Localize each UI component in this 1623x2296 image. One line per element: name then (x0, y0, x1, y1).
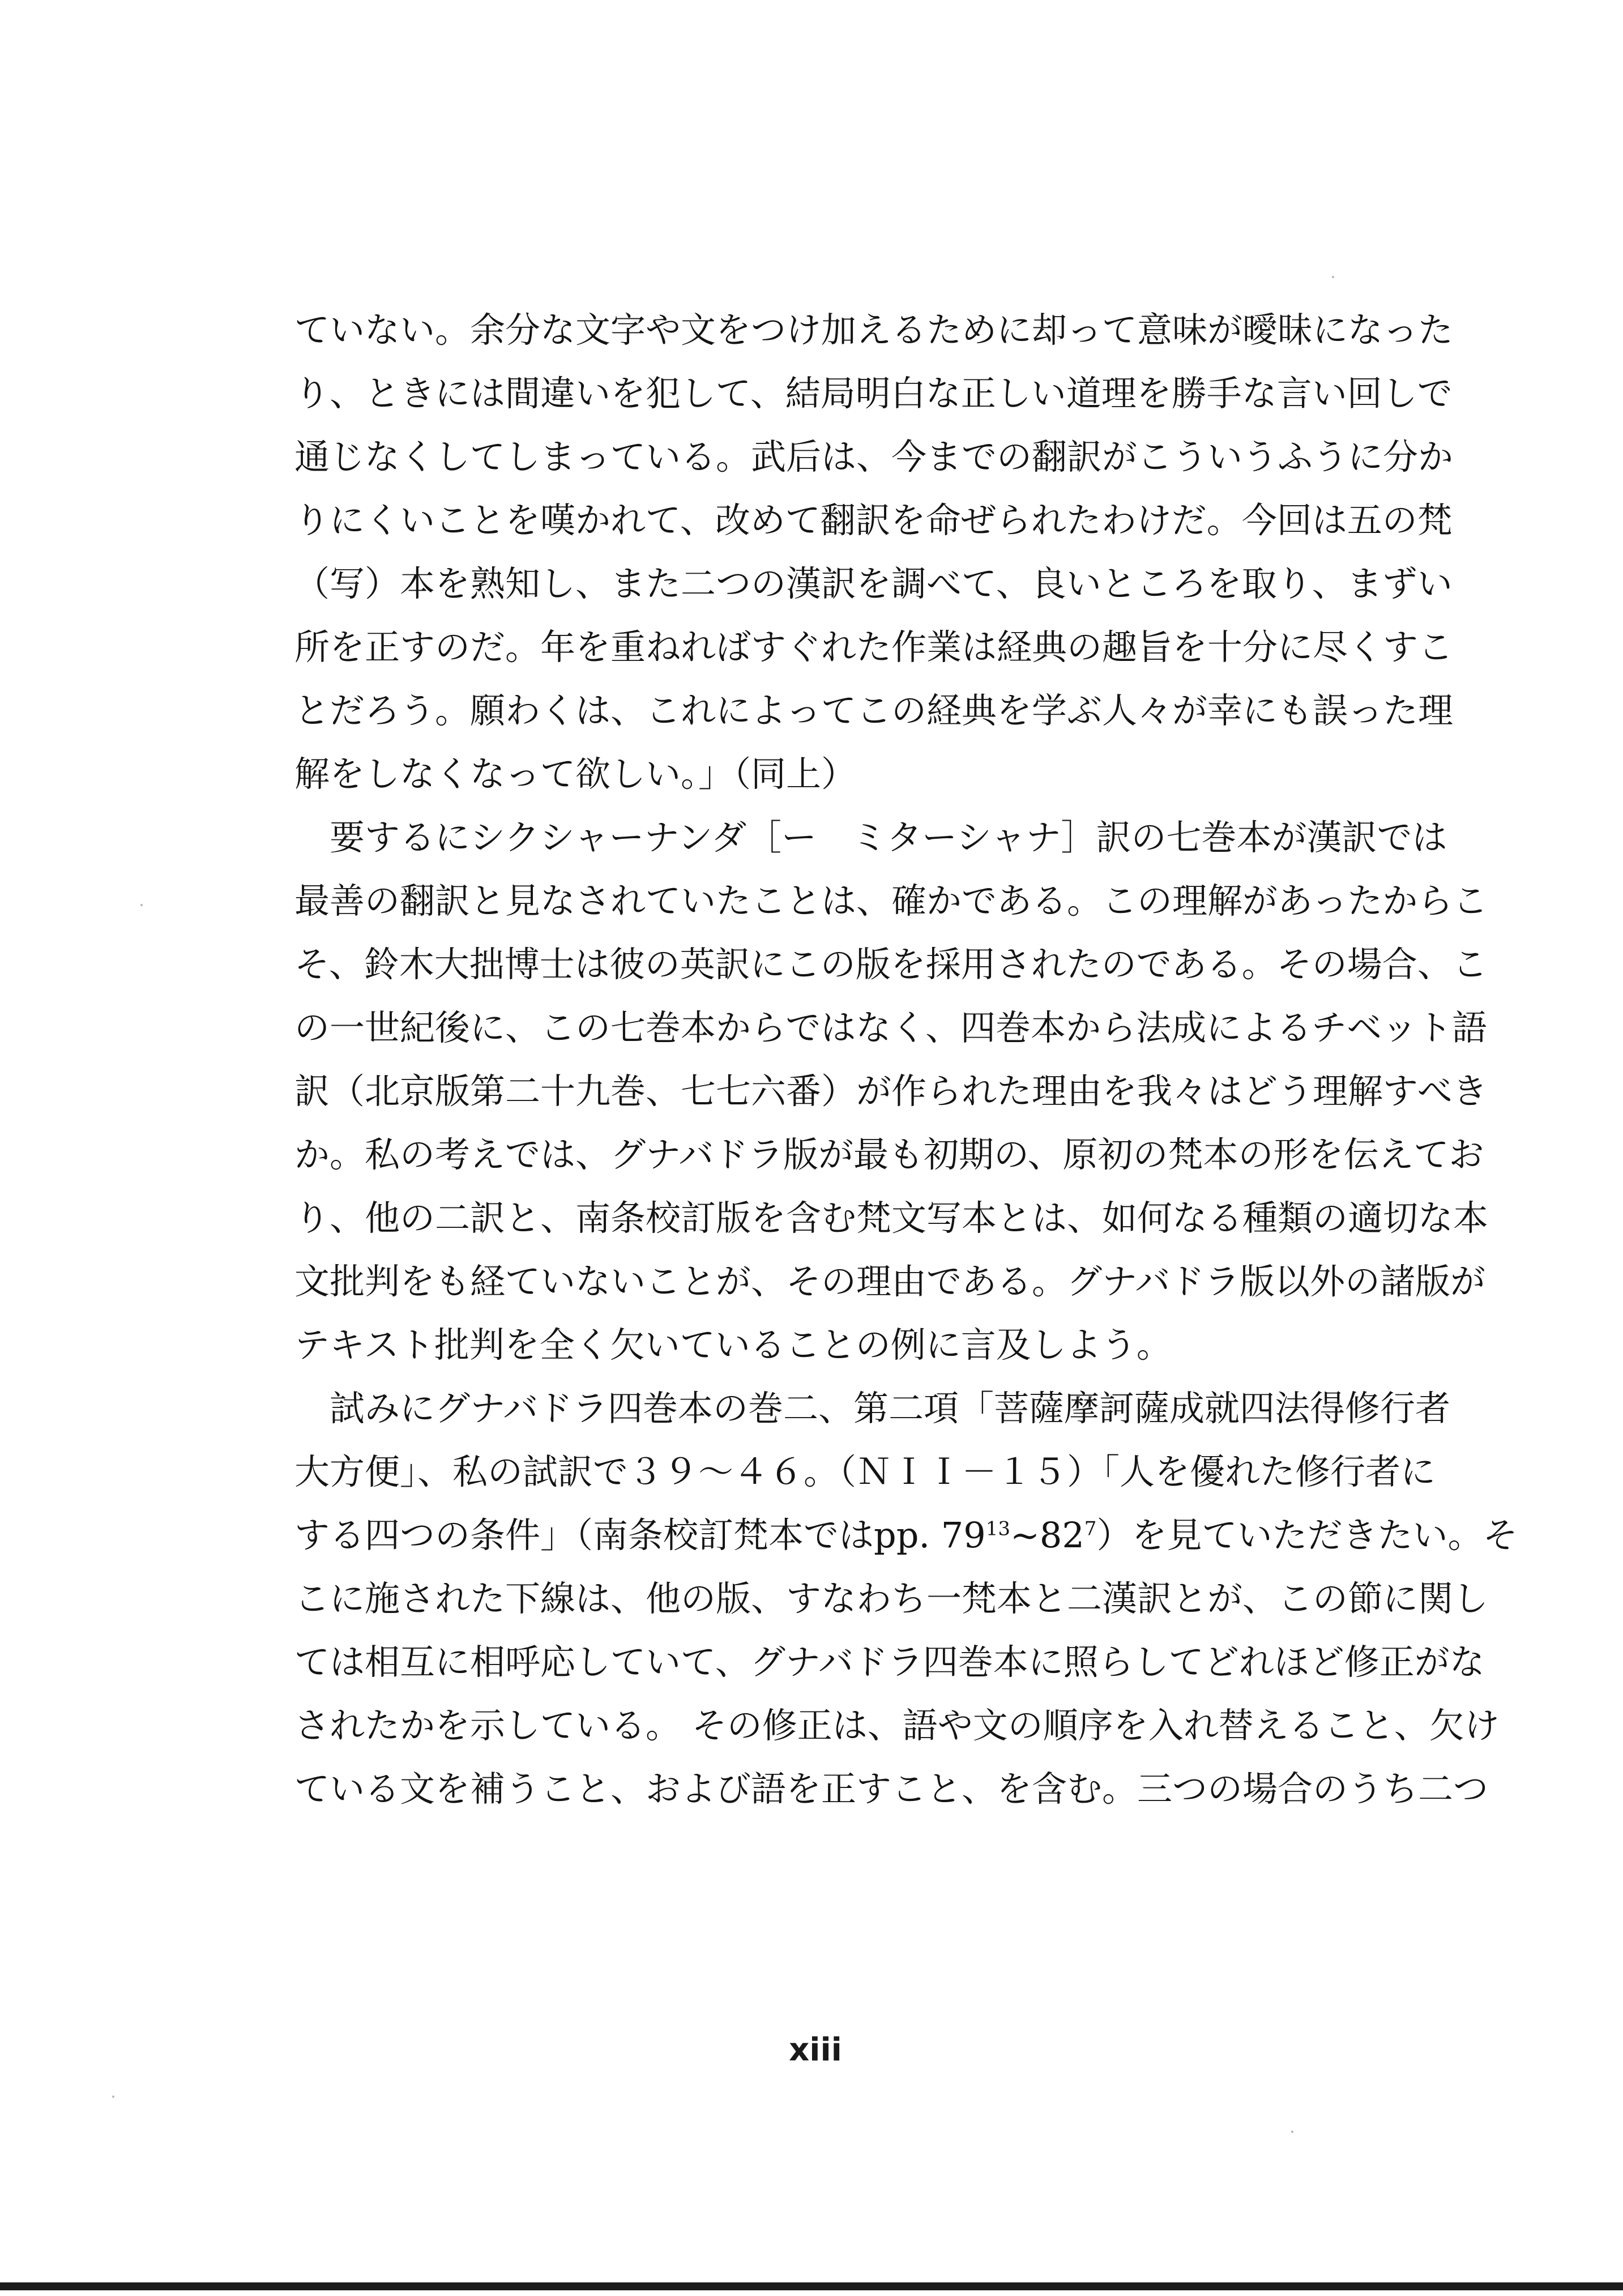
text-line-4: りにくいことを嘆かれて、改めて翻訳を命ぜられたわけだ。今回は五の梵 (294, 500, 1453, 541)
line-text-middle: ~82 (1010, 1514, 1084, 1556)
scan-speck (1291, 2131, 1293, 2133)
text-line-5: （写）本を熟知し、また二つの漢訳を調べて、良いところを取り、まずい (294, 563, 1453, 604)
paragraph-2-line-3: そ、鈴木大拙博士は彼の英訳にこの版を採用されたのである。その場合、こ (294, 944, 1488, 985)
superscript-13: 13 (985, 1517, 1010, 1540)
paragraph-3-line-6: されたかを示している。 その修正は、語や文の順序を入れ替えること、欠け (294, 1705, 1500, 1746)
paragraph-2-line-4: の一世紀後に、この七巻本からではなく、四巻本から法成によるチベット語 (294, 1007, 1488, 1048)
line-text-before: する四つの条件」（南条校訂梵本ではpp. 79 (294, 1514, 986, 1556)
paragraph-3-line-2: 大方便」、私の試訳で３９～４６。（ＮＩＩ－１５）「人を優れた修行者に (294, 1451, 1436, 1492)
scan-speck (112, 2096, 114, 2098)
paragraph-2-line-1: 要するにシクシャーナンダ［ー ミターシャナ］訳の七巻本が漢訳では (294, 817, 1447, 858)
text-line-8: 解をしなくなって欲しい。」（同上） (294, 753, 857, 795)
text-line-2: り、ときには間違いを犯して、結局明白な正しい道理を勝手な言い回しで (294, 373, 1453, 414)
paragraph-2-line-8: 文批判をも経ていないことが、その理由である。グナバドラ版以外の諸版が (294, 1261, 1486, 1302)
paragraph-2-line-7: り、他の二訳と、南条校訂版を含む梵文写本とは、如何なる種類の適切な本 (294, 1197, 1489, 1239)
paragraph-2-line-9: テキスト批判を全く欠いていることの例に言及しよう。 (294, 1324, 1172, 1365)
line-text-after: ）を見ていただきたい。そ (1096, 1514, 1518, 1556)
paragraph-3-line-3 (294, 1504, 1518, 1567)
text-line-7: とだろう。願わくは、これによってこの経典を学ぶ人々が幸にも誤った理 (294, 690, 1454, 731)
superscript-7: 7 (1084, 1517, 1097, 1540)
text-line-6: 所を正すのだ。年を重ねればすぐれた作業は経典の趣旨を十分に尽くすこ (294, 626, 1454, 668)
scan-edge-bar (0, 2282, 1623, 2290)
text-line-3: 通じなくしてしまっている。武后は、今までの翻訳がこういうふうに分か (294, 436, 1454, 477)
paragraph-2-line-6: か。私の考えでは、グナバドラ版が最も初期の、原初の梵本の形を伝えてお (294, 1134, 1484, 1175)
scan-speck (1332, 276, 1334, 278)
paragraph-3-line-5: ては相互に相呼応していて、グナバドラ四巻本に照らしてどれほど修正がな (294, 1641, 1485, 1683)
paragraph-2-line-2: 最善の翻訳と見なされていたことは、確かである。この理解があったからこ (294, 880, 1488, 921)
page-number: xiii (789, 2032, 842, 2068)
text-line-1: ていない。余分な文字や文をつけ加えるために却って意味が曖昧になった (294, 309, 1454, 351)
paragraph-3-line-1: 試みにグナバドラ四巻本の巻二、第二項「菩薩摩訶薩成就四法得修行者 (294, 1388, 1451, 1429)
scan-speck (140, 904, 143, 906)
paragraph-3-line-4: こに施された下線は、他の版、すなわち一梵本と二漢訳とが、この節に関し (294, 1578, 1489, 1619)
paragraph-3-line-7: ている文を補うこと、および語を正すこと、を含む。三つの場合のうち二つ (294, 1768, 1489, 1810)
paragraph-2-line-5: 訳（北京版第二十九巻、七七六番）が作られた理由を我々はどう理解すべき (294, 1070, 1488, 1112)
